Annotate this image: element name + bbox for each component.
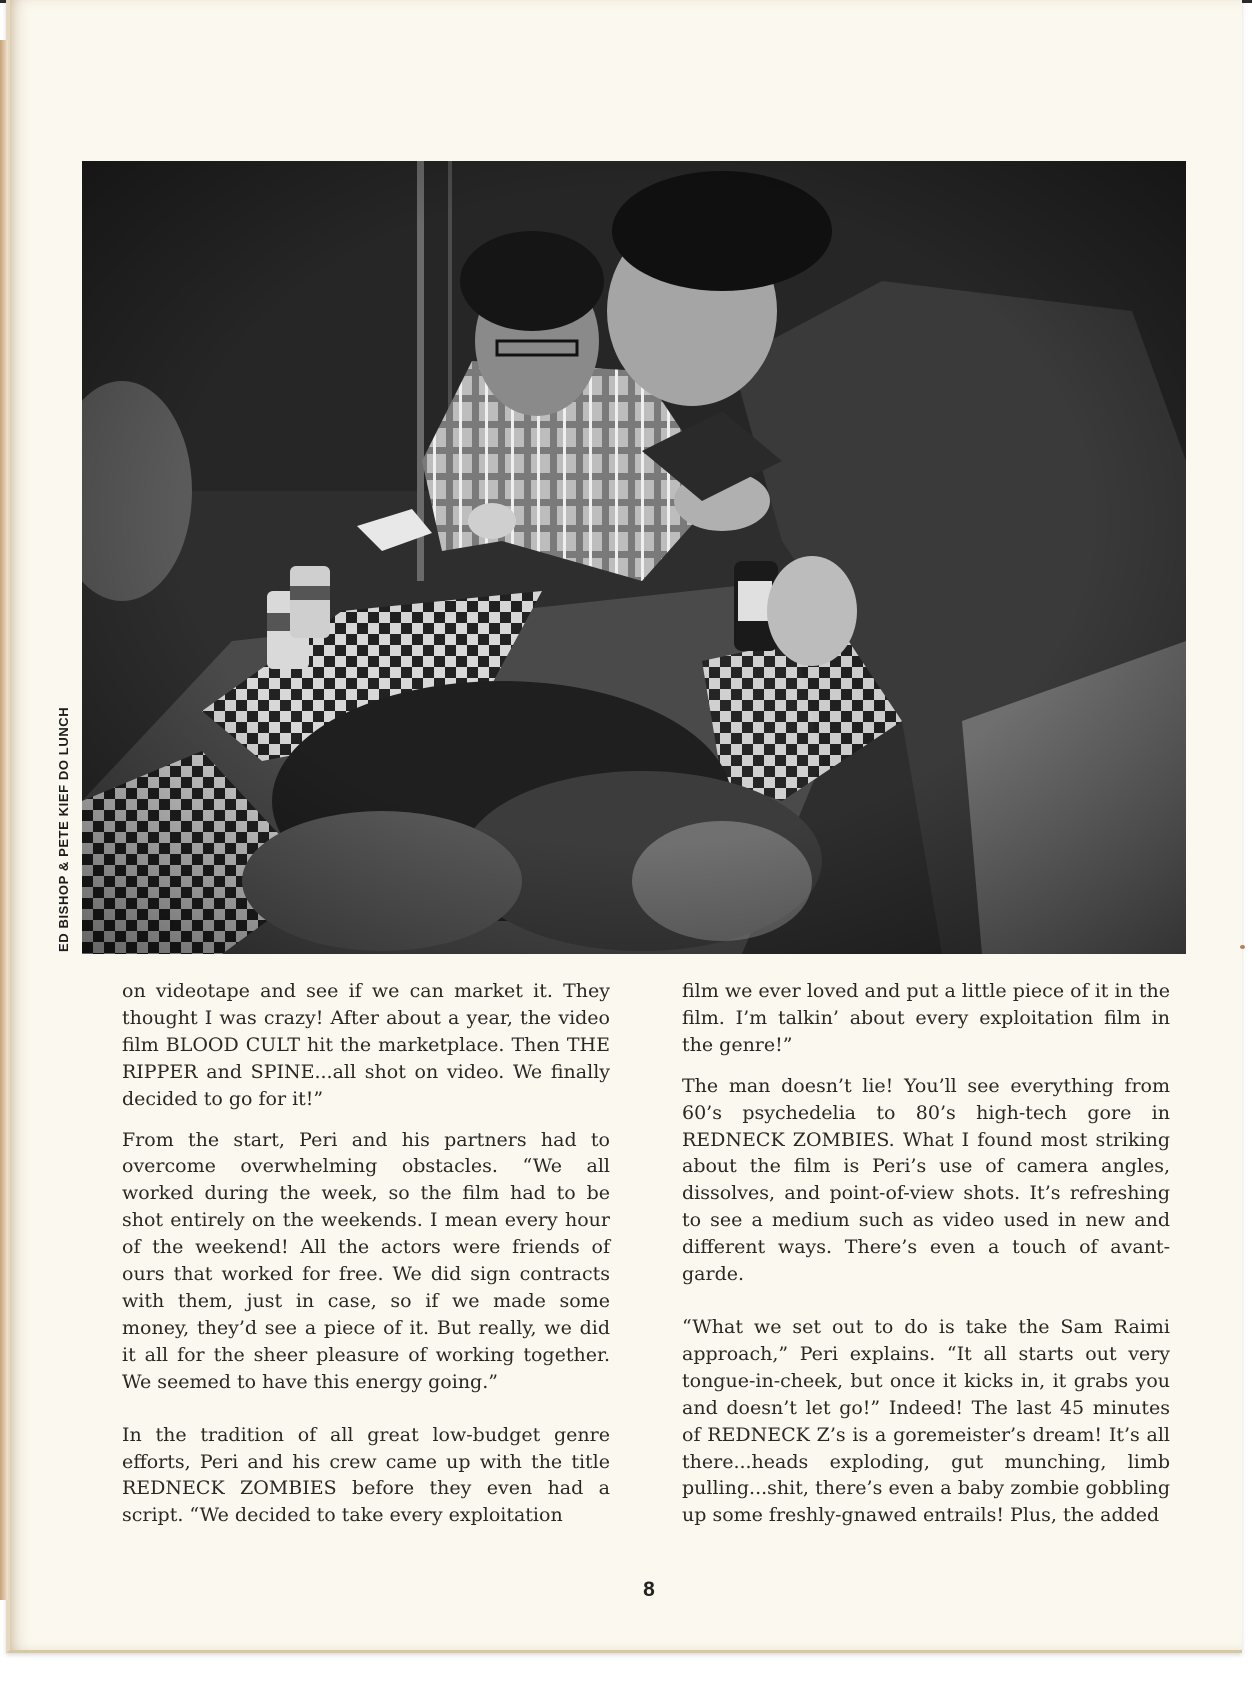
paragraph: The man doesn’t lie! You’ll see everything from 60’s psychedelia to 80’s high-tech gore in REDNECK ZOMBIES. What I found most striking about the film is Peri’s use of camera angles, dissolves, and point-of-view shots. It’s refreshing to see a medium such as video used in new and different ways. There’s even a touch of avant-garde. — [682, 1074, 1170, 1286]
paragraph: film we ever loved and put a little piece of it in the film. I’m talkin’ about every exploitation film in the genre!” — [682, 980, 1170, 1056]
article-column-left — [122, 978, 610, 1555]
page-binding-edge — [0, 40, 8, 1600]
photo-credit: ED BISHOP & PETE KIEF DO LUNCH — [56, 706, 71, 952]
photo-icon — [82, 161, 1186, 954]
paragraph: In the tradition of all great low-budget genre efforts, Peri and his crew came up with the title REDNECK ZOMBIES before they even had a script. “We decided to take every exploitation — [122, 1423, 610, 1527]
paragraph: From the start, Peri and his partners had to overcome overwhelming obstacles. “We all worked during the week, so the film had to be shot entirely on the weekends. I mean every hour of the weekend! All the actors were friends of ours that worked for free. We did sign contracts with them, just in case, so if we made some money, they’d see a piece of it. But really, we did it all for the sheer pleasure of working together. We seemed to have this energy going.” — [122, 1128, 610, 1393]
paragraph: “What we set out to do is take the Sam Raimi approach,” Peri explains. “It all starts out very tongue-in-cheek, but once it kicks in, it grabs you and doesn’t let go!” Indeed! The last 45 minutes of REDNECK Z’s is a goremeister’s dream! It’s all there...heads exploding, gut munching, limb pulling...shit, there’s even a baby zombie gobbling up some freshly-gnawed entrails! Plus, the added — [682, 1315, 1170, 1527]
article-photo — [82, 161, 1186, 954]
article-column-right — [682, 978, 1170, 1555]
paragraph: on videotape and see if we can market it. They thought I was crazy! After about a year, the video film BLOOD CULT hit the marketplace. Then THE RIPPER and SPINE...all shot on video. We finally decided to go for it!” — [122, 980, 610, 1110]
paper-speck — [1240, 945, 1245, 949]
page-number: 8 — [643, 1578, 655, 1601]
